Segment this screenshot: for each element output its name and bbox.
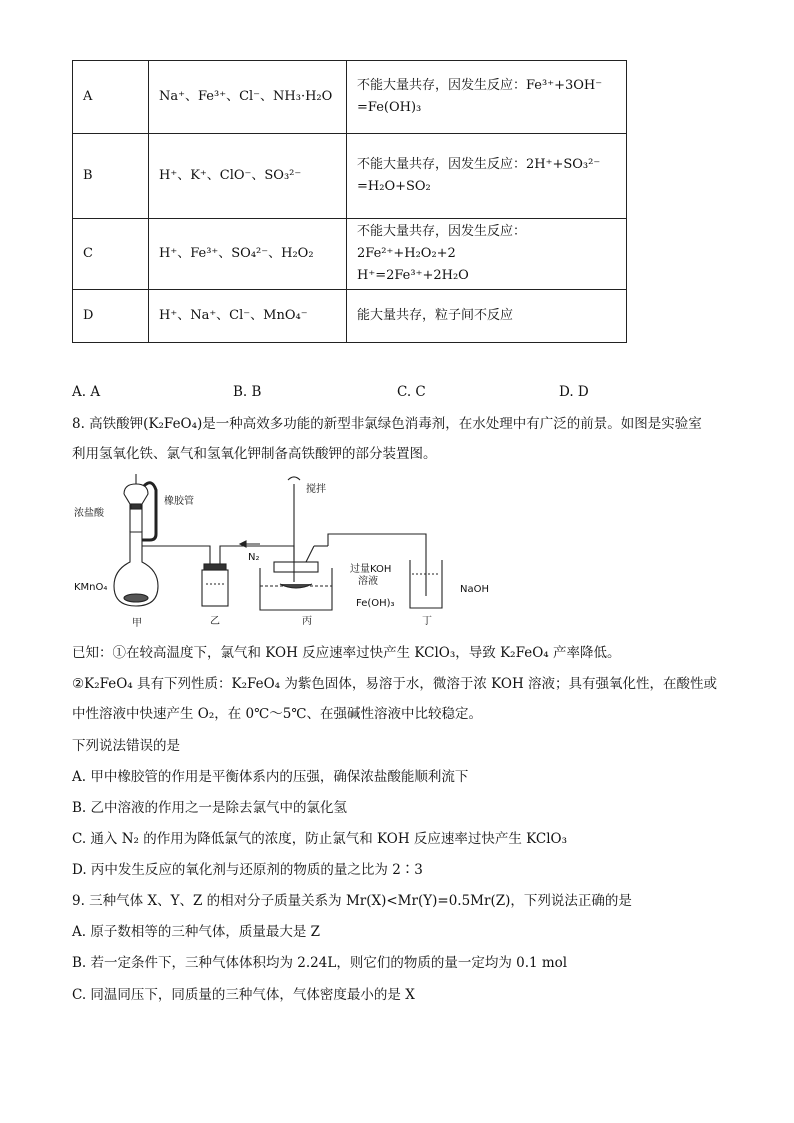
row-ions: H⁺、K⁺、ClO⁻、SO₃²⁻ <box>149 134 347 219</box>
label-jia: 甲 <box>132 618 142 629</box>
table-row <box>73 134 627 219</box>
q8-known1: 已知：①在较高温度下，氯气和 KOH 反应速率过快产生 KClO₃，导致 K₂FeO₄ 产率降低。 <box>72 645 621 661</box>
table-row <box>73 61 627 134</box>
q8-question: 下列说法错误的是 <box>72 738 180 754</box>
q8-stem-line1: 8. 高铁酸钾(K₂FeO₄)是一种高效多功能的新型非氯绿色消毒剂，在水处理中有广泛的前景。如图是实验室 <box>72 416 702 432</box>
label-ding: 丁 <box>422 616 432 627</box>
row-label: D <box>73 290 149 343</box>
q9-option-c: C. 同温同压下，同质量的三种气体，气体密度最小的是 X <box>72 987 415 1003</box>
label-bing: 丙 <box>302 616 312 627</box>
row-ions: H⁺、Na⁺、Cl⁻、MnO₄⁻ <box>149 290 347 343</box>
row-label: B <box>73 134 149 219</box>
label-rubber-tube: 橡胶管 <box>164 496 194 507</box>
q8-known2: ②K₂FeO₄ 具有下列性质：K₂FeO₄ 为紫色固体，易溶于水，微溶于浓 KOH 溶液；具有强氧化性，在酸性或 <box>72 676 718 692</box>
row-result: 不能大量共存，因发生反应：2H⁺+SO₃²⁻ =H₂O+SO₂ <box>347 134 627 219</box>
row-result: 不能大量共存，因发生反应：2Fe²⁺+H₂O₂+2 H⁺=2Fe³⁺+2H₂O <box>347 219 627 290</box>
table-row <box>73 219 627 290</box>
q7-option-c: C. C <box>397 384 426 400</box>
q8-known3: 中性溶液中快速产生 O₂，在 0℃～5℃、在强碱性溶液中比较稳定。 <box>72 706 482 722</box>
row-ions: H⁺、Fe³⁺、SO₄²⁻、H₂O₂ <box>149 219 347 290</box>
q9-stem: 9. 三种气体 X、Y、Z 的相对分子质量关系为 Mr(X)<Mr(Y)=0.5Mr(Z)，下列说法正确的是 <box>72 893 632 909</box>
q9-option-a: A. 原子数相等的三种气体，质量最大是 Z <box>72 924 321 940</box>
q8-option-b: B. 乙中溶液的作用之一是除去氯气中的氯化氢 <box>72 800 348 816</box>
label-kmno4: KMnO₄ <box>74 582 108 593</box>
label-stir: 搅拌 <box>306 484 326 495</box>
q7-option-a: A. A <box>72 384 101 400</box>
table-row <box>73 290 627 343</box>
q8-option-a: A. 甲中橡胶管的作用是平衡体系内的压强，确保浓盐酸能顺利流下 <box>72 769 469 785</box>
row-label: A <box>73 61 149 134</box>
q8-option-d: D. 丙中发生反应的氧化剂与还原剂的物质的量之比为 2∶3 <box>72 862 423 878</box>
q8-stem-line2: 利用氢氧化铁、氯气和氢氧化钾制备高铁酸钾的部分装置图。 <box>72 446 437 462</box>
row-ions: Na⁺、Fe³⁺、Cl⁻、NH₃·H₂O <box>149 61 347 134</box>
label-koh-1: 过量KOH <box>350 564 392 575</box>
q7-options <box>72 384 672 402</box>
label-n2: N₂ <box>248 552 260 563</box>
row-result: 不能大量共存，因发生反应：Fe³⁺+3OH⁻ =Fe(OH)₃ <box>347 61 627 134</box>
label-yi: 乙 <box>210 616 220 627</box>
q7-option-d: D. D <box>559 384 589 400</box>
label-naoh: NaOH <box>460 584 489 595</box>
apparatus-figure <box>70 474 510 636</box>
q9-option-b: B. 若一定条件下，三种气体体积均为 2.24L，则它们的物质的量一定均为 0.1 mol <box>72 955 568 971</box>
row-result: 能大量共存，粒子间不反应 <box>347 290 627 343</box>
row-label: C <box>73 219 149 290</box>
label-conc-hcl: 浓盐酸 <box>74 508 104 519</box>
ion-coexistence-table <box>72 60 627 343</box>
label-feoh3: Fe(OH)₃ <box>356 598 395 609</box>
q8-option-c: C. 通入 N₂ 的作用为降低氯气的浓度，防止氯气和 KOH 反应速率过快产生 KClO₃ <box>72 831 568 847</box>
q7-option-b: B. B <box>233 384 262 400</box>
label-koh-2: 溶液 <box>358 576 378 587</box>
